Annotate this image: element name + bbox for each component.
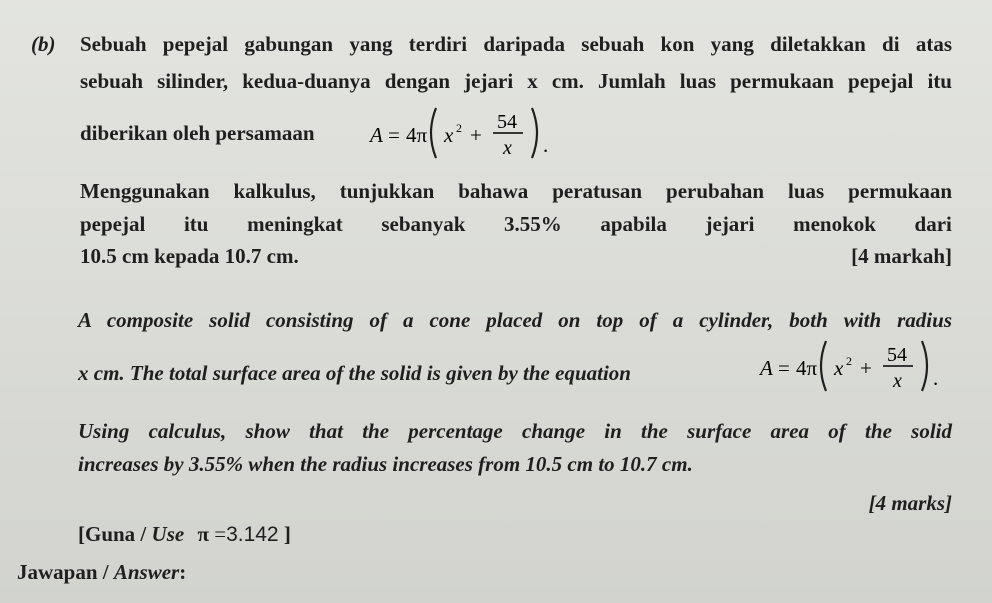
pi-equals: = [214, 522, 227, 546]
english-line-3: Using calculus, show that the percentage change in the surface area of the solid [78, 419, 952, 443]
pi-symbol: π [197, 522, 209, 546]
word: apabila [600, 212, 667, 236]
equation-trailing-period: . [933, 366, 939, 390]
malay-line-2: sebuah silinder, kedua-duanya dengan jejari x cm. Jumlah luas permukaan pepejal itu [80, 69, 952, 93]
pi-value: 3.142 [226, 523, 279, 546]
answer-label-colon: : [179, 560, 187, 584]
equation-coefficient: 4π [796, 356, 818, 380]
malay-surface-area-equation [368, 100, 558, 171]
answer-label-malay: Jawapan [17, 560, 98, 584]
english-marks [869, 493, 952, 514]
malay-marks [851, 246, 952, 267]
malay-line-4: Menggunakan kalkulus, tunjukkan bahawa peratusan perubahan luas permukaan [80, 179, 952, 203]
pi-note-close: ] [283, 522, 291, 546]
equation-denominator: x [503, 137, 512, 159]
word: jejari [705, 212, 755, 236]
malay-line-3-prefix: diberikan oleh persamaan [80, 121, 315, 145]
word: pepejal [80, 212, 146, 236]
english-line-2-prefix: x cm. The total surface area of the solid is given by the equation [78, 361, 631, 385]
english-surface-area-equation [758, 333, 948, 404]
english-line-1: A composite solid consisting of a cone placed on top of a cylinder, both with radius [78, 308, 952, 332]
equation-plus: + [470, 123, 482, 147]
equation-term1-base: x [834, 356, 844, 380]
equation-svg [368, 100, 558, 166]
answer-label-separator: / [97, 560, 114, 584]
word: dari [914, 212, 952, 236]
equation-equals: = [388, 123, 400, 147]
right-parenthesis [532, 108, 537, 158]
equation-numerator: 54 [887, 344, 907, 366]
equation-equals: = [778, 356, 790, 380]
equation-numerator: 54 [497, 111, 517, 133]
pi-note-use: Use [151, 522, 185, 546]
word: 3.55% [504, 212, 562, 236]
pi-value-note [78, 524, 291, 545]
equation-lhs: A [370, 123, 383, 147]
word: meningkat [247, 212, 343, 236]
equation-lhs: A [760, 356, 773, 380]
equation-denominator: x [893, 370, 902, 392]
english-line-4: increases by 3.55% when the radius increases from 10.5 cm to 10.7 cm. [78, 452, 693, 476]
left-parenthesis [821, 341, 826, 391]
equation-svg [758, 333, 948, 399]
word: menokok [793, 212, 876, 236]
malay-line-6: 10.5 cm kepada 10.7 cm. [80, 244, 299, 268]
equation-trailing-period: . [543, 133, 549, 157]
pi-note-open: [Guna / [78, 522, 152, 546]
question-label: (b) [31, 32, 56, 56]
answer-label [17, 562, 186, 583]
left-parenthesis [431, 108, 436, 158]
word: sebanyak [381, 212, 466, 236]
marks-text: [4 markah] [851, 244, 952, 268]
answer-label-english: Answer [113, 560, 180, 584]
malay-line-1: Sebuah pepejal gabungan yang terdiri daripada sebuah kon yang diletakkan di atas [80, 32, 952, 56]
equation-term1-exponent: 2 [846, 354, 852, 368]
equation-term1-base: x [444, 123, 454, 147]
equation-coefficient: 4π [406, 123, 428, 147]
marks-text: [4 marks] [868, 491, 952, 515]
word: itu [183, 212, 209, 236]
malay-line-5 [80, 214, 952, 235]
right-parenthesis [922, 341, 927, 391]
equation-term1-exponent: 2 [456, 121, 462, 135]
equation-plus: + [860, 356, 872, 380]
